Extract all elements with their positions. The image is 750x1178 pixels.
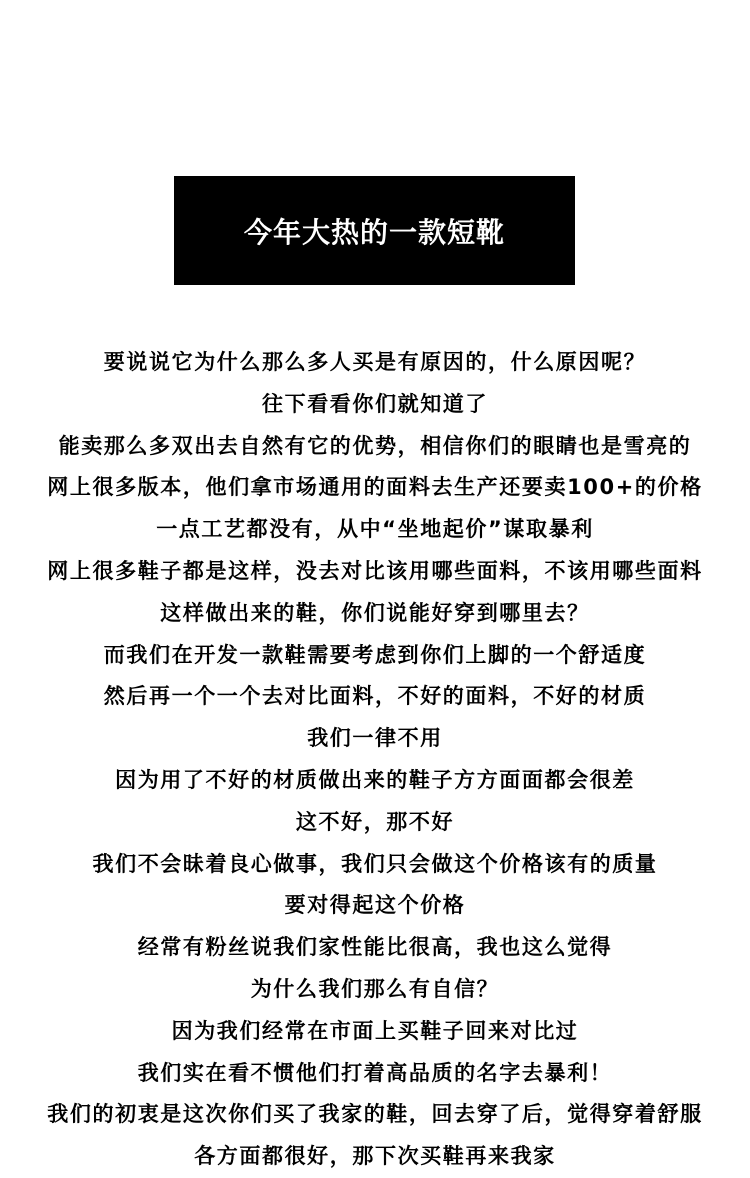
text-line: 要对得起这个价格 bbox=[284, 893, 466, 918]
text-line: 我们不会昧着良心做事，我们只会做这个价格该有的质量 bbox=[92, 851, 658, 876]
text-line: 各方面都很好，那下次买鞋再来我家 bbox=[194, 1144, 556, 1169]
text-line: 一点工艺都没有，从中“坐地起价”谋取暴利 bbox=[156, 517, 594, 542]
text-line: 因为我们经常在市面上买鞋子回来对比过 bbox=[171, 1018, 579, 1043]
title-banner bbox=[174, 176, 575, 285]
text-line: 因为用了不好的材质做出来的鞋子方方面面都会很差 bbox=[115, 767, 635, 792]
text-line: 往下看看你们就知道了 bbox=[262, 391, 488, 416]
text-line: 然后再一个一个去对比面料，不好的面料，不好的材质 bbox=[103, 684, 647, 709]
text-line: 而我们在开发一款鞋需要考虑到你们上脚的一个舒适度 bbox=[103, 642, 647, 667]
text-line: 能卖那么多双出去自然有它的优势，相信你们的眼睛也是雪亮的 bbox=[58, 433, 692, 458]
text-line: 为什么我们那么有自信？ bbox=[250, 976, 500, 1001]
text-line: 要说说它为什么那么多人买是有原因的，什么原因呢？ bbox=[103, 350, 647, 374]
text-line: 我们实在看不惯他们打着高品质的名字去暴利！ bbox=[137, 1060, 613, 1085]
page-title: 今年大热的一款短靴 bbox=[243, 215, 505, 249]
text-line: 我们一律不用 bbox=[307, 726, 443, 751]
text-line: 这不好，那不好 bbox=[295, 809, 455, 834]
text-line: 经常有粉丝说我们家性能比很高，我也这么觉得 bbox=[137, 935, 613, 960]
description-text bbox=[0, 342, 750, 1178]
text-line: 网上很多鞋子都是这样，没去对比该用哪些面料，不该用哪些面料 bbox=[47, 558, 703, 583]
text-line: 网上很多版本，他们拿市场通用的面料去生产还要卖100+的价格 bbox=[47, 475, 703, 500]
text-line: 我们的初衷是这次你们买了我家的鞋，回去穿了后，觉得穿着舒服 bbox=[47, 1102, 703, 1127]
text-line: 这样做出来的鞋，你们说能好穿到哪里去？ bbox=[160, 600, 590, 625]
